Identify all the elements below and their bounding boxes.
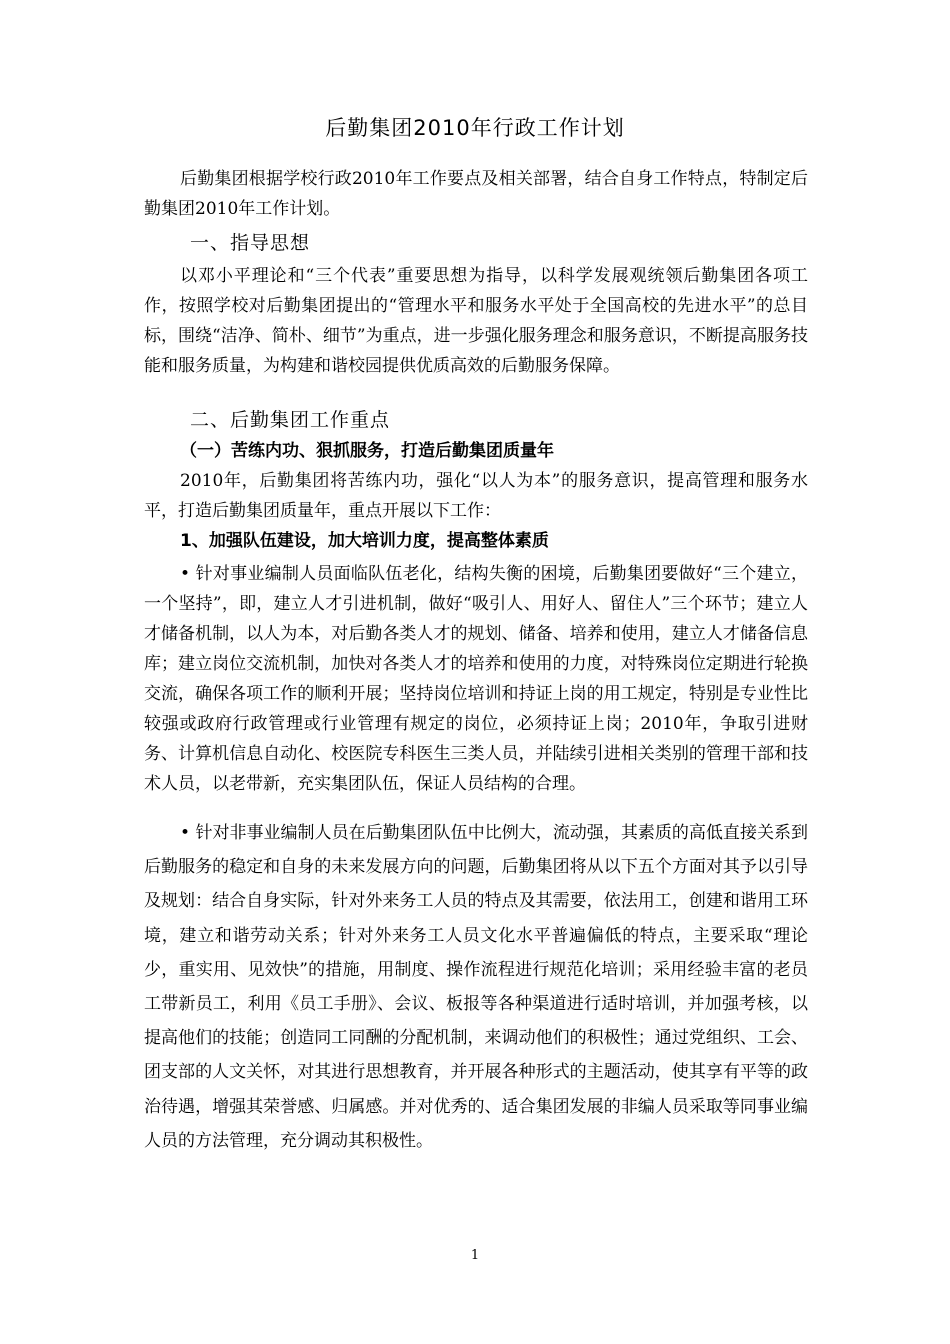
quality-year-intro-paragraph: 2010年，后勤集团将苦练内功，强化“以人为本”的服务意识，提高管理和服务水平，打造后勤集团质量年，重点开展以下工作：	[144, 471, 808, 521]
bullet-paragraph-non-staff: • 针对非事业编制人员在后勤集团队伍中比例大，流动强，其素质的高低直接关系到后勤服务的稳定和自身的未来发展方向的问题，后勤集团将从以下五个方面对其予以引导及规划：结合自身实际，针对外来务工人员的特点及其需要，依法用工，创建和谐用工环境，建立和谐劳动关系；针对外来务工人员文化水平普遍偏低的特点，主要采取“理论少，重实用、见效快”的措施，用制度、操作流程进行规范化培训；采用经验丰富的老员工带新员工，利用《员工手册》、会议、板报等各种渠道进行适时培训，并加强考核，以提高他们的技能；创造同工同酬的分配机制，来调动他们的积极性；通过党组织、工会、团支部的人文关怀，对其进行思想教育，并开展各种形式的主题活动，使其享有平等的政治待遇，增强其荣誉感、归属感。并对优秀的、适合集团发展的非编人员采取等同事业编人员的方法管理，充分调动其积极性。	[144, 823, 808, 1151]
subsection-heading-quality-year: （一）苦练内功、狠抓服务，打造后勤集团质量年	[180, 441, 554, 461]
page-number: 1	[470, 1248, 480, 1263]
bullet-paragraph-staff: • 针对事业编制人员面临队伍老化，结构失衡的困境，后勤集团要做好“三个建立，一个坚持”，即，建立人才引进机制，做好“吸引人、用好人、留住人”三个环节；建立人才储备机制，以人为本，对后勤各类人才的规划、储备、培养和使用，建立人才储备信息库；建立岗位交流机制，加快对各类人才的培养和使用的力度，对特殊岗位定期进行轮换交流，确保各项工作的顺利开展；坚持岗位培训和持证上岗的用工规定，特别是专业性比较强或政府行政管理或行业管理有规定的岗位，必须持证上岗；2010年，争取引进财务、计算机信息自动化、校医院专科医生三类人员，并陆续引进相关类别的管理干部和技术人员，以老带新，充实集团队伍，保证人员结构的合理。	[144, 564, 808, 794]
intro-paragraph: 后勤集团根据学校行政2010年工作要点及相关部署，结合自身工作特点，特制定后勤集团2010年工作计划。	[144, 169, 808, 219]
item-heading-team-building: 1、加强队伍建设，加大培训力度，提高整体素质	[180, 531, 549, 551]
section-heading-work-focus: 二、后勤集团工作重点	[190, 409, 391, 431]
document-title: 后勤集团2010年行政工作计划	[325, 116, 625, 140]
section-heading-guiding-ideology: 一、指导思想	[190, 232, 311, 254]
guiding-ideology-paragraph: 以邓小平理论和“三个代表”重要思想为指导，以科学发展观统领后勤集团各项工作，按照学校对后勤集团提出的“管理水平和服务水平处于全国高校的先进水平”的总目标，围绕“洁净、简朴、细节”为重点，进一步强化服务理念和服务意识，不断提高服务技能和服务质量，为构建和谐校园提供优质高效的后勤服务保障。	[144, 266, 808, 376]
